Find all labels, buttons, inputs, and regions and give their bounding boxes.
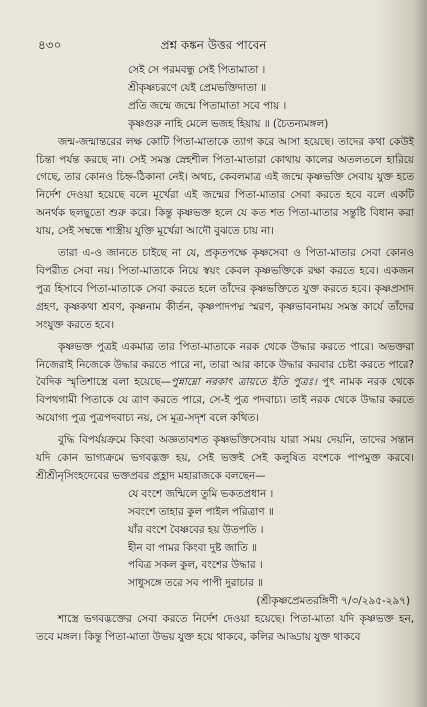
paragraph-1: জন্ম-জন্মান্তরের লক্ষ কোটি পিতা-মাতাকে ত্যাগ করে আসা হয়েছে। তাদের কথা কেউই চিন্তা পর্যন্ত করছে না। সেই সমস্ত স্নেহশীল পিতা-মাতারা কোথায় কালের অতলতলে হারিয়ে গেছে, তার কোনও চিহ্ন-ঠিকানা নেই। অথচ, কেবলমাত্র এই জন্মে কৃষ্ণভক্তি সেবায় যুক্ত হতে নির্দেশ দেওয়া হয়েছে বলে মূর্খেরা এই জন্মের পিতা-মাতার সেবা করতে হবে বলে একটি অনর্থক ছলছুতো শুরু করে। কিন্তু কৃষ্ণভক্ত হলে যে কত শত পিতা-মাতার সন্তুষ্টি বিধান করা যায়, সেই সম্বন্ধে শাস্ত্রীয় যুক্তি মূর্খেরা আদৌ বুঝতে চায় না। [36, 135, 414, 238]
verse-line: শ্রীকৃষ্ণচরণে যেই প্রেমভক্তিদাতা ॥ [128, 81, 267, 94]
page-header [0, 37, 427, 55]
verse-line: সেই সে পরমবন্ধু সেই পিতামাতা । [128, 64, 266, 76]
page-number: ৪৩০ [38, 38, 62, 52]
paragraph-5: শাস্ত্রে ভগবদ্ভক্তের সেবা করতে নির্দেশ দেওয়া হয়েছে। পিতা-মাতা যদি কৃষ্ণভক্ত হন, তবে মঙ্গল। কিন্তু পিতা-মাতা উভয় যুক্ত হয়ে থাকবে, কলির আড্ডায় যুক্ত থাকবে [36, 613, 414, 644]
running-title: প্রশ্ন কঙ্কন উত্তর পাবেন [160, 38, 267, 52]
verse-block-2 [36, 486, 414, 593]
paragraph-4: বুদ্ধি বিপর্যয়ক্রমে কিংবা অজ্ঞতাবশত কৃষ্ণভক্তিসেবায় যারা সময় দেয়নি, তাদের সন্তান যদি কোন ভাগ্যক্রমে ভগবদ্ভক্ত হয়, সেই ভক্তই সেই কলুষিত বংশকে পাপমুক্ত করবে। শ্রীশ্রীনৃসিংহদেবের ভক্তপ্রবর প্রহ্লাদ মহারাজকে বলছেন— [36, 434, 414, 482]
verse-line: যে বংশে জন্মিলে তুমি ভকতপ্রধান । [128, 487, 274, 500]
paragraph-3-text: কৃষ্ণভক্ত পুত্রই একমাত্র তার পিতা-মাতাকে নরক থেকে উদ্ধার করতে পারে। অভক্তরা নিজেরাই নিজেকে উদ্ধার করতে পারে না, তারা আর কাকে উদ্ধার করবার চেষ্টা করতে পারে? বৈদিক স্মৃতিশাস্ত্রে বলা হয়েছে— [36, 340, 414, 389]
verse-line: হীন বা পামর কিংবা দুষ্ট জাতি ॥ [128, 541, 257, 554]
verse-line: প্রতি জন্মে জন্মে পিতামাতা সবে পায় । [128, 99, 287, 112]
page-body [36, 62, 414, 647]
verse-line: পবিত্র সকল কুল, বংশের উদ্ধার । [128, 559, 263, 572]
verse-line: সবংশে তাহার কুল পাইল পরিত্রাণ ॥ [128, 505, 274, 518]
verse-citation: (শ্রীকৃষ্ণপ্রেমতরঙ্গিণী ৭/৩/২৯৫-২৯৭) [256, 595, 410, 608]
verse-line: যাঁর বংশে বৈষ্ণবের হয় উতপতি । [128, 523, 264, 536]
paragraph-3-text-rest: পুৎ নামক নরক থেকে বিপথগামী পিতাকে যে ত্রাণ করতে পারে, সে-ই পুত্র পদবাচ্য। তাই নরক থেকে উদ্ধার করতে অযোগ্য পুত্র পুত্রপদবাচ্য নয়, সে মূত্র-সদৃশ বলে কথিত। [36, 376, 414, 425]
verse-line: সাধুসঙ্গে তরে সব পাপী দুরাচার ॥ [128, 577, 263, 590]
smriti-quote: পুন্নাম্নো নরকাৎ ত্রায়তে ইতি পুত্রঃ। [170, 376, 318, 389]
paragraph-3 [36, 339, 414, 429]
paragraph-2: তারা এ-ও জানতে চাইছে না যে, প্রকৃতপক্ষে কৃষ্ণসেবা ও পিতা-মাতার সেবা কোনও বিপরীত সেবা নয়। পিতা-মাতাকে নিয়ে স্বয়ং কেবল কৃষ্ণভক্তিকে রক্ষা করতে হবে। একজন পুত্র হিসাবে পিতা-মাতাকে সেবা করতে হলে তাঁদের কৃষ্ণভক্তিতে যুক্ত করতে হবে। কৃষ্ণপ্রসাদ গ্রহণ, কৃষ্ণকথা শ্রবণ, কৃষ্ণনাম কীর্তন, কৃষ্ণপাদপদ্ম স্মরণ, কৃষ্ণভাবনাময় সমস্ত কার্যে তাঁদের সংযুক্ত করতে হবে। [36, 247, 414, 331]
verse-line: কৃষ্ণগুরু নাহি মেলে ভজহ হিয়ায় ॥ (চৈতন্যমঙ্গল) [128, 117, 329, 130]
verse-block-1 [36, 62, 414, 134]
